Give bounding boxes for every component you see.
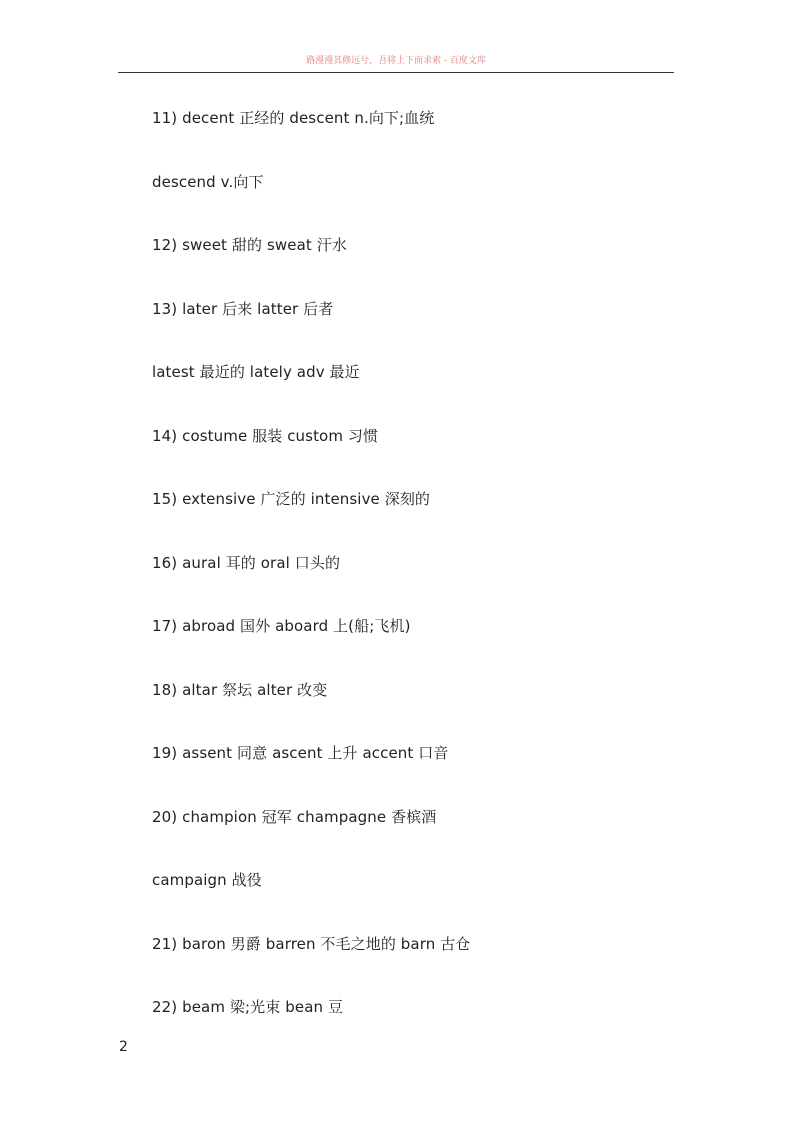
text-line: 11) decent 正经的 descent n.向下;血统 xyxy=(152,109,435,127)
text-line: 13) later 后来 latter 后者 xyxy=(152,299,334,318)
text-line: latest 最近的 lately adv 最近 xyxy=(152,363,360,381)
text-line: 16) aural 耳的 oral 口头的 xyxy=(152,553,341,572)
text-line: 18) altar 祭坛 alter 改变 xyxy=(152,680,328,699)
text-line: 22) beam 梁;光束 bean 豆 xyxy=(152,998,344,1016)
text-line: 17) abroad 国外 aboard 上(船;飞机) xyxy=(152,617,411,635)
text-line: 12) sweet 甜的 sweat 汗水 xyxy=(152,236,347,254)
page-header xyxy=(118,54,674,73)
text-line: 20) champion 冠军 champagne 香槟酒 xyxy=(152,807,437,826)
text-line: campaign 战役 xyxy=(152,871,262,889)
text-line: descend v.向下 xyxy=(152,172,264,191)
page-number: 2 xyxy=(119,1039,128,1055)
header-text: 路漫漫其修远兮，吾将上下而求索 - 百度文库 xyxy=(306,56,486,66)
text-line: 19) assent 同意 ascent 上升 accent 口音 xyxy=(152,744,449,762)
text-line: 21) baron 男爵 barren 不毛之地的 barn 古仓 xyxy=(152,934,471,953)
text-line: 14) costume 服装 custom 习惯 xyxy=(152,426,379,445)
text-line: 15) extensive 广泛的 intensive 深刻的 xyxy=(152,490,431,508)
document-body xyxy=(152,106,712,1059)
